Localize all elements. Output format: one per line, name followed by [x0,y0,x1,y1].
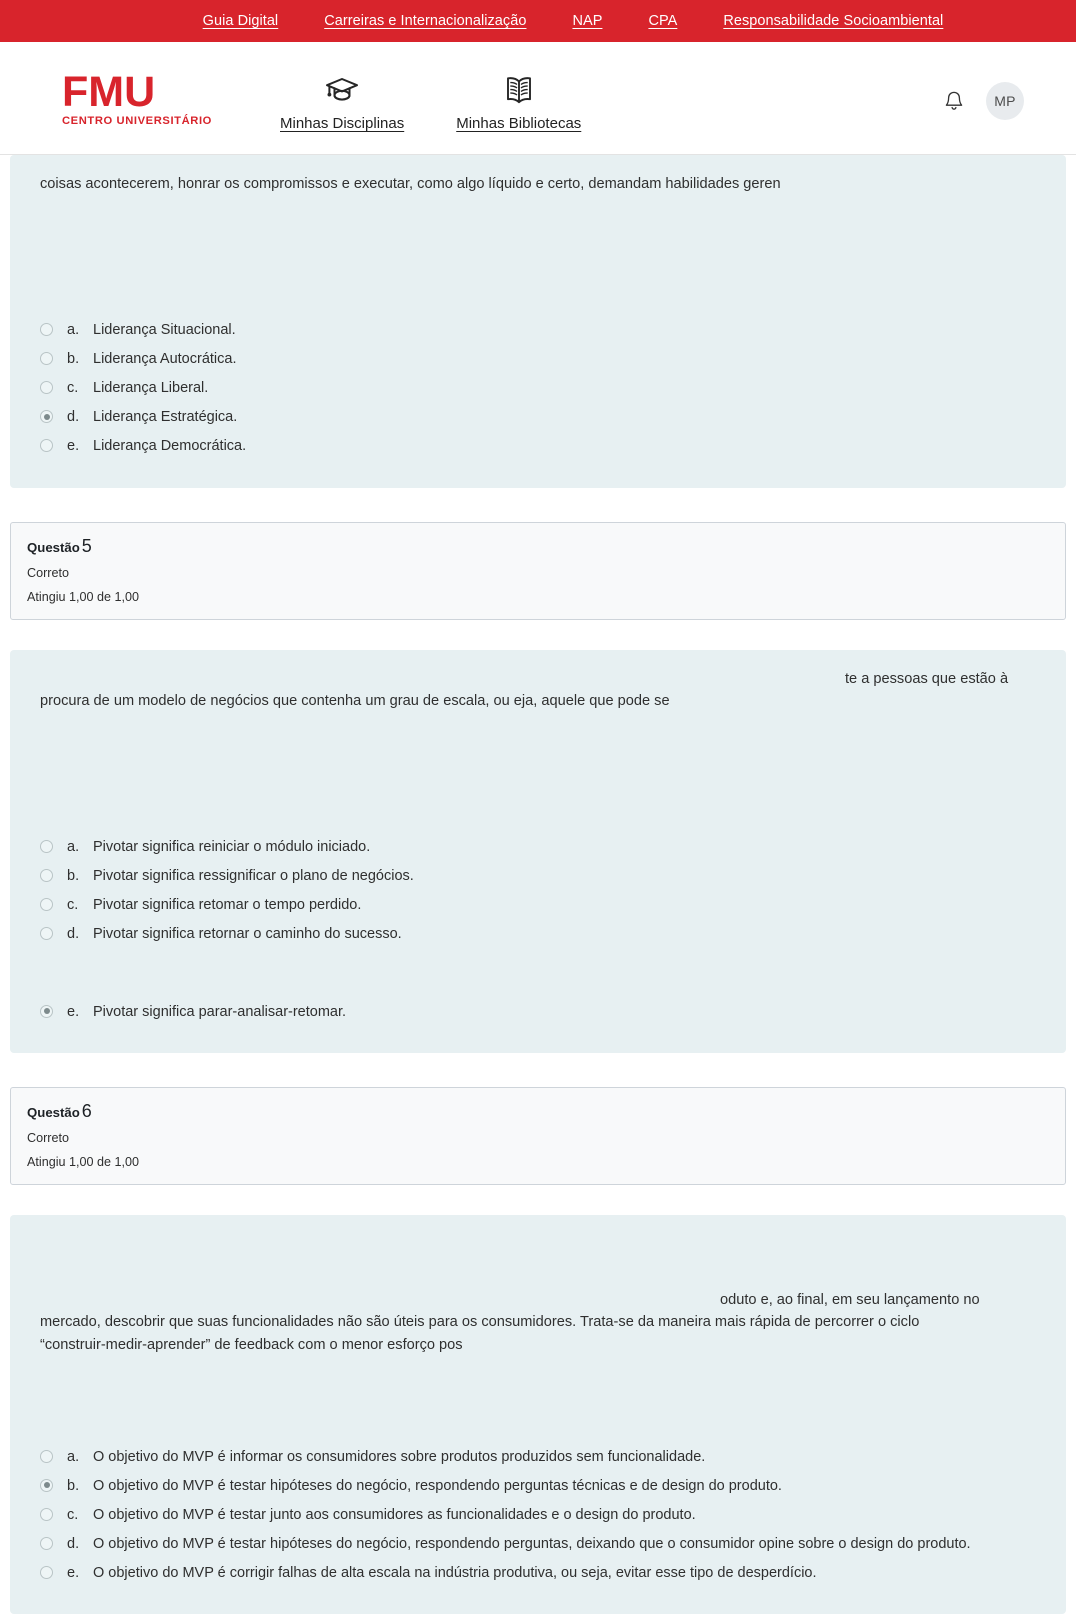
topbar-link-guia-digital[interactable]: Guia Digital [202,13,279,29]
question-6-stem-fragment: oduto e, ao final, em seu lançamento no [720,1291,980,1308]
question-5-options [40,833,1036,1027]
option-text: Liderança Democrática. [93,438,247,455]
question-4-option-d[interactable] [40,403,1036,432]
question-6-stem [40,1289,1036,1357]
topbar-link-carreiras-internacionalizacao[interactable]: Carreiras e Internacionalização [324,13,527,29]
option-text: Pivotar significa retornar o caminho do sucesso. [93,926,402,943]
question-5-stem-fragment: te a pessoas que estão à [845,670,1009,687]
question-5-stem-spacer [40,713,1036,833]
nav-label-minhas-bibliotecas: Minhas Bibliotecas [456,115,582,132]
option-text: O objetivo do MVP é testar junto aos consumidores as funcionalidades e o design do produto. [93,1506,696,1523]
radio-icon[interactable] [40,323,53,336]
question-5-stem-line-2: procura de um modelo de negócios que contenha um grau de escala, ou eja, aquele que pode se [40,693,670,710]
top-utility-bar [0,0,1076,42]
question-6-grade: Atingiu 1,00 de 1,00 [27,1154,140,1169]
topbar-link-responsabilidade-socioambiental[interactable]: Responsabilidade Socioambiental [723,13,944,29]
fmu-logo-tagline: CENTRO UNIVERSITÁRIO [62,115,212,128]
question-4-option-b[interactable] [40,345,1036,374]
question-5-option-b[interactable] [40,862,1036,891]
option-letter: e. [67,438,80,455]
question-5-title-label: Questão [27,539,80,555]
question-6-title [27,1101,1049,1122]
question-6-options [40,1443,1036,1589]
question-6-option-e[interactable] [40,1559,1036,1588]
question-5-option-c[interactable] [40,891,1036,920]
radio-icon[interactable] [40,869,53,882]
fmu-logo[interactable] [62,68,212,128]
option-text: Pivotar significa parar-analisar-retomar. [93,1003,347,1020]
option-letter: b. [67,867,80,884]
radio-icon[interactable] [40,1450,53,1463]
option-text: O objetivo do MVP é testar hipóteses do negócio, respondendo perguntas técnicas e de design do produto. [93,1477,782,1494]
option-letter: e. [67,1565,80,1582]
question-5-grade: Atingiu 1,00 de 1,00 [27,589,140,604]
option-text: O objetivo do MVP é testar hipóteses do negócio, respondendo perguntas, deixando que o consumidor opine sobre o design do produto. [93,1536,971,1553]
question-5-option-e[interactable] [40,998,1036,1027]
option-letter: d. [67,1536,80,1553]
site-header [0,42,1076,155]
avatar[interactable]: MP [986,82,1024,120]
option-text: Liderança Situacional. [93,321,236,338]
radio-icon-selected[interactable] [40,1479,53,1492]
question-5-state: Correto [27,565,69,580]
option-text: Liderança Autocrática. [93,350,237,367]
question-5-title [27,536,1049,557]
question-6-stem-spacer [40,1357,1036,1443]
question-5-answer-panel [10,650,1066,1053]
question-5-info-box [10,522,1066,620]
radio-icon[interactable] [40,352,53,365]
option-text: Pivotar significa retomar o tempo perdido. [93,897,362,914]
radio-icon[interactable] [40,1566,53,1579]
radio-icon[interactable] [40,1508,53,1521]
option-letter: c. [67,897,79,914]
option-text: Pivotar significa ressignificar o plano de negócios. [93,867,414,884]
question-4-option-e[interactable] [40,432,1036,461]
question-5-option-a[interactable] [40,833,1036,862]
question-4-options [40,316,1036,462]
topbar-link-nap[interactable]: NAP [572,13,603,29]
question-4-stem-line-1: coisas acontecerem, honrar os compromissos e executar, como algo líquido e certo, demandam habilidades geren [40,176,781,192]
option-letter: e. [67,1003,80,1020]
question-6-stem-line-2: mercado, descobrir que suas funcionalidades não são úteis para os consumidores. Trata-se da maneira mais rápida de percorrer o ciclo [40,1314,920,1331]
question-5-number: 5 [81,535,92,556]
radio-icon[interactable] [40,381,53,394]
question-4-stem [40,173,1036,196]
option-letter: d. [67,409,80,426]
nav-item-minhas-disciplinas[interactable] [280,72,404,132]
question-6-stem-line-3: “construir-medir-aprender” de feedback com o menor esforço pos [40,1336,463,1353]
question-6-info-box [10,1087,1066,1185]
option-text: Liderança Liberal. [93,379,209,396]
option-text: O objetivo do MVP é corrigir falhas de alta escala na indústria produtiva, ou seja, evitar esse tipo de desperdício. [93,1565,817,1582]
option-letter: a. [67,1448,80,1465]
radio-icon-selected[interactable] [40,1005,53,1018]
quiz-review-content [0,155,1076,1614]
question-6-title-label: Questão [27,1104,80,1120]
option-letter: b. [67,350,80,367]
fmu-logo-wordmark: FMU [62,68,156,117]
radio-icon[interactable] [40,927,53,940]
option-letter: c. [67,379,79,396]
option-letter: a. [67,321,80,338]
question-6-number: 6 [81,1100,92,1121]
radio-icon-selected[interactable] [40,410,53,423]
option-letter: c. [67,1506,79,1523]
radio-icon[interactable] [40,439,53,452]
option-letter: d. [67,926,80,943]
question-5-stem [40,668,1036,713]
question-6-top-spacer [40,1233,1036,1289]
question-6-option-a[interactable] [40,1443,1036,1472]
radio-icon[interactable] [40,840,53,853]
option-letter: b. [67,1477,80,1494]
question-6-option-c[interactable] [40,1501,1036,1530]
radio-icon[interactable] [40,1537,53,1550]
nav-item-minhas-bibliotecas[interactable] [456,72,581,132]
question-6-option-d[interactable] [40,1530,1036,1559]
bell-icon[interactable] [944,90,964,112]
question-6-state: Correto [27,1130,69,1145]
topbar-link-cpa[interactable]: CPA [648,13,678,29]
question-5-option-d[interactable] [40,920,1036,949]
question-4-answer-panel [10,155,1066,488]
question-4-option-c[interactable] [40,374,1036,403]
open-book-icon [504,72,534,108]
option-text: Liderança Estratégica. [93,409,238,426]
option-letter: a. [67,838,80,855]
question-4-stem-spacer [40,196,1036,316]
question-6-answer-panel [10,1215,1066,1614]
option-text: Pivotar significa reiniciar o módulo iniciado. [93,838,371,855]
question-6-option-b[interactable] [40,1472,1036,1501]
radio-icon[interactable] [40,898,53,911]
nav-label-minhas-disciplinas: Minhas Disciplinas [280,115,405,132]
question-4-option-a[interactable] [40,316,1036,345]
option-text: O objetivo do MVP é informar os consumidores sobre produtos produzidos sem funcionalidade. [93,1448,706,1465]
graduation-cap-icon [325,72,359,108]
